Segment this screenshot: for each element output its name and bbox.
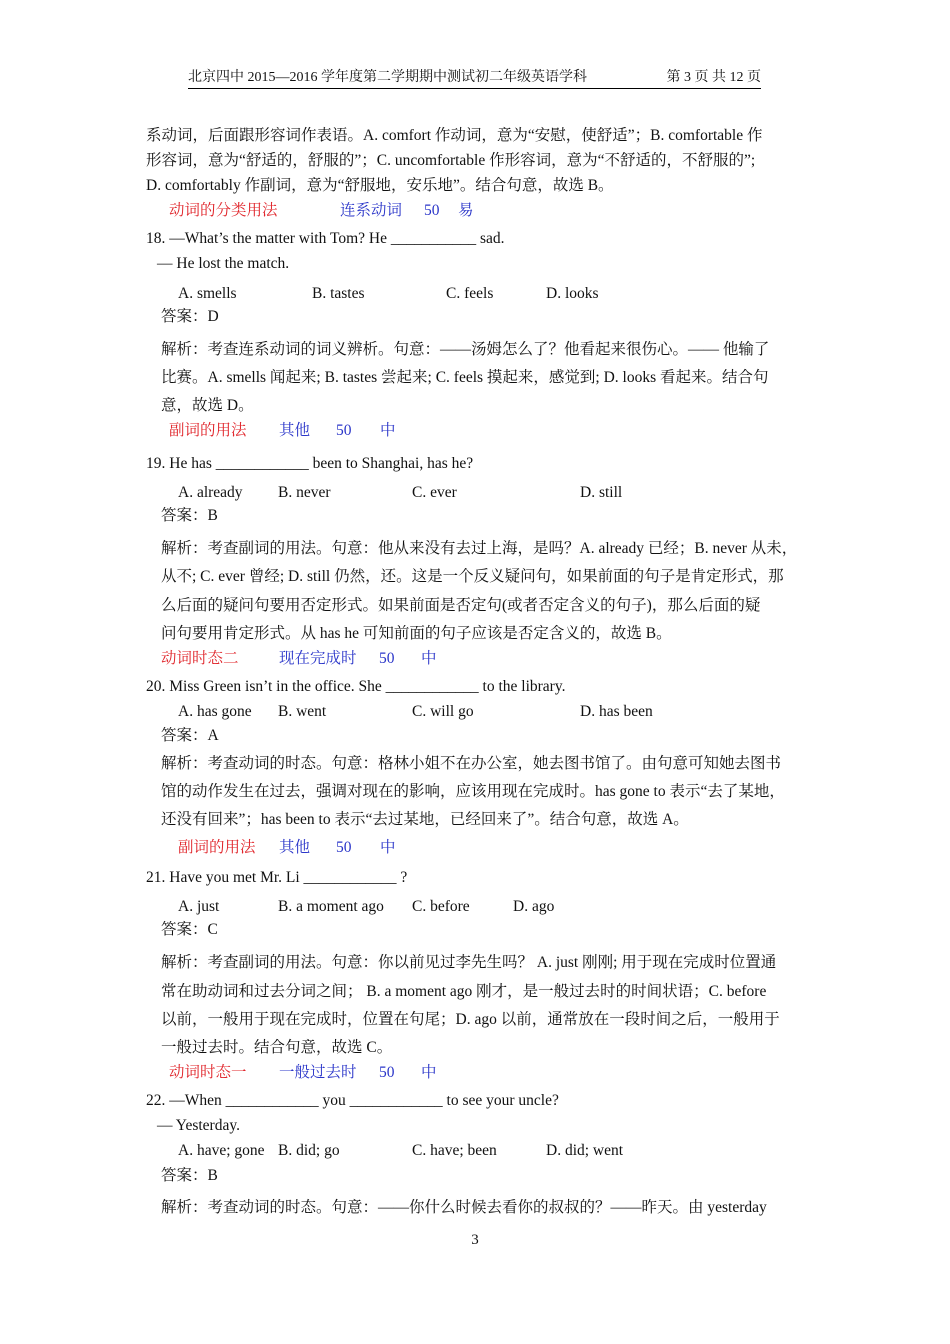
tag-level: 中 [380,839,396,856]
option-c: C. before [412,898,470,915]
analysis-line: 么后面的疑问句要用否定形式。如果前面是否定句(或者否定含义的句子)，那么后面的疑 [161,597,761,614]
tag-category: 动词的分类用法 [169,202,278,219]
analysis-line: 形容词，意为“舒适的，舒服的”；C. uncomfortable 作形容词，意为“不舒适的，不舒服的”; [146,152,756,169]
option-d: D. still [580,484,623,501]
option-b: B. went [278,703,327,720]
option-b: B. never [278,484,331,501]
tag-level: 中 [380,422,396,439]
option-d: D. did; went [546,1142,624,1159]
tag-score: 50 [379,1064,395,1081]
tag-topic: 现在完成时 [279,650,357,667]
tag-category: 动词时态一 [169,1064,247,1081]
answer: 答案：B [161,507,218,524]
option-a: A. already [178,484,243,501]
page-number: 3 [471,1232,479,1248]
tag-score: 50 [424,202,440,219]
analysis-line: 系动词，后面跟形容词作表语。A. comfort 作动词，意为“安慰，使舒适”；B. comfortable 作 [146,127,763,144]
tag-score: 50 [336,839,352,856]
option-a: A. have; gone [178,1142,265,1159]
option-d: D. ago [513,898,555,915]
tag-category: 副词的用法 [178,839,256,856]
analysis-line: 常在助动词和过去分词之间； B. a moment ago 刚才，是一般过去时的时间状语；C. before [161,983,767,1000]
option-c: C. have; been [412,1142,497,1159]
option-a: A. smells [178,285,237,302]
header-page-info: 第 3 页 共 12 页 [666,70,761,85]
tag-topic: 连系动词 [340,202,403,219]
analysis-line: 馆的动作发生在过去，强调对现在的影响，应该用现在完成时。has gone to 表示“去了某地， [161,783,785,800]
question-stem-reply: — Yesterday. [157,1117,240,1134]
analysis-line: 一般过去时。结合句意，故选 C。 [161,1039,393,1056]
option-c: C. ever [412,484,457,501]
tag-level: 中 [421,650,437,667]
answer: 答案：B [161,1167,218,1184]
analysis-line: D. comfortably 作副词，意为“舒服地，安乐地”。结合句意，故选 B。 [146,177,614,194]
answer: 答案：D [161,308,219,325]
tag-category: 动词时态二 [161,650,239,667]
analysis-line: 解析：考查动词的时态。句意：格林小姐不在办公室，她去图书馆了。由句意可知她去图书 [161,755,782,772]
page-header [188,68,761,89]
analysis-line: 比赛。A. smells 闻起来; B. tastes 尝起来; C. feels 摸起来，感觉到; D. looks 看起来。结合句 [161,369,769,386]
option-b: B. did; go [278,1142,340,1159]
option-d: D. has been [580,703,653,720]
analysis-line: 从不; C. ever 曾经; D. still 仍然，还。这是一个反义疑问句，如果前面的句子是肯定形式，那 [161,568,784,585]
tag-category: 副词的用法 [169,422,247,439]
analysis-line: 意，故选 D。 [161,397,254,414]
tag-score: 50 [379,650,395,667]
answer: 答案：C [161,921,218,938]
question-stem: 22. —When ____________ you ____________ to see your uncle? [146,1092,559,1109]
question-stem-reply: — He lost the match. [157,255,290,272]
option-b: B. tastes [312,285,365,302]
analysis-line: 解析：考查副词的用法。句意：他从来没有去过上海，是吗？A. already 已经；B. never 从未， [161,540,798,557]
analysis-line: 问句要用肯定形式。从 has he 可知前面的句子应该是否定含义的，故选 B。 [161,625,672,642]
option-a: A. just [178,898,220,915]
tag-score: 50 [336,422,352,439]
option-d: D. looks [546,285,599,302]
analysis-line: 还没有回来”；has been to 表示“去过某地，已经回来了”。结合句意，故选 A。 [161,811,689,828]
analysis-line: 以前，一般用于现在完成时，位置在句尾；D. ago 以前，通常放在一段时间之后，一般用于 [161,1011,780,1028]
analysis-line: 解析：考查副词的用法。句意：你以前见过李先生吗？ A. just 刚刚; 用于现在完成时位置通 [161,954,777,971]
option-c: C. feels [446,285,494,302]
tag-level: 中 [421,1064,437,1081]
question-stem: 19. He has ____________ been to Shanghai, has he? [146,455,474,472]
option-a: A. has gone [178,703,252,720]
tag-topic: 其他 [279,839,311,856]
answer: 答案：A [161,727,219,744]
question-stem: 21. Have you met Mr. Li ____________ ? [146,869,408,886]
question-stem: 20. Miss Green isn’t in the office. She ____________ to the library. [146,678,566,695]
question-stem: 18. —What’s the matter with Tom? He ___________ sad. [146,230,505,247]
tag-topic: 一般过去时 [279,1064,357,1081]
option-b: B. a moment ago [278,898,384,915]
option-c: C. will go [412,703,474,720]
analysis-line: 解析：考查连系动词的词义辨析。句意：——汤姆怎么了？他看起来很伤心。—— 他输了 [161,341,770,358]
header-title: 北京四中 2015—2016 学年度第二学期期中测试初二年级英语学科 [188,70,587,85]
tag-topic: 其他 [279,422,311,439]
tag-level: 易 [458,202,474,219]
analysis-line: 解析：考查动词的时态。句意：——你什么时候去看你的叔叔的？——昨天。由 yesterday [161,1199,767,1216]
